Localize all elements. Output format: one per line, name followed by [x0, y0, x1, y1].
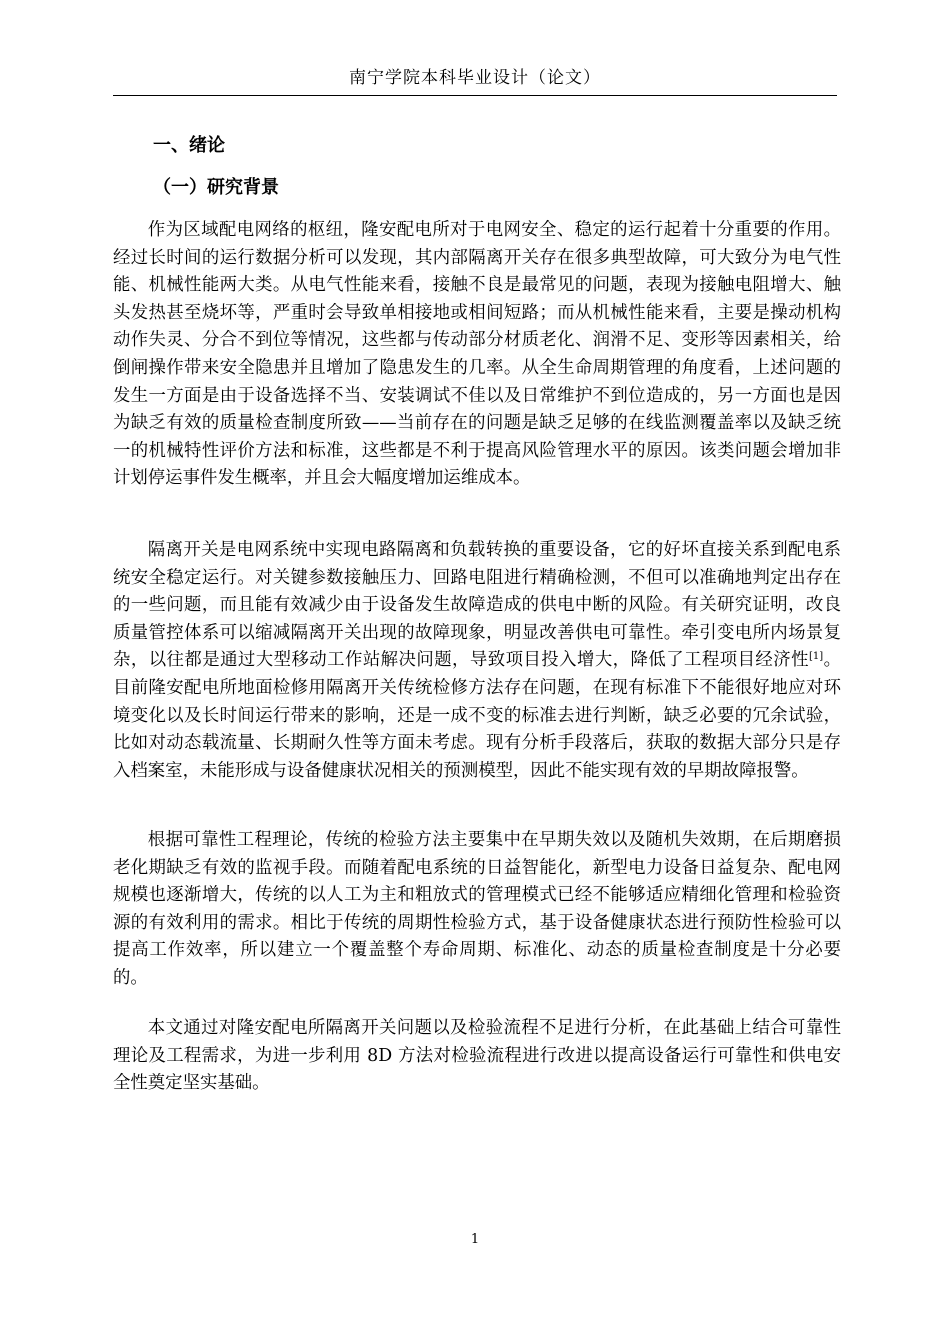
citation-ref: [1]	[808, 651, 824, 663]
paragraph-3: 根据可靠性工程理论，传统的检验方法主要集中在早期失效以及随机失效期，在后期磨损老化期缺乏有效的监视手段。而随着配电系统的日益智能化，新型电力设备日益复杂、配电网规模也逐渐增大，传统的以人工为主和粗放式的管理模式已经不能够适应精细化管理和检验资源的有效利用的需求。相比于传统的周期性检验方式，基于设备健康状态进行预防性检验可以提高工作效率，所以建立一个覆盖整个寿命周期、标准化、动态的质量检查制度是十分必要的。	[113, 830, 841, 988]
paragraph-2	[113, 537, 841, 785]
page-header-title: 南宁学院本科毕业设计（论文）	[349, 68, 601, 88]
page-number: 1	[470, 1232, 480, 1247]
subsection-heading: （一）研究背景	[153, 177, 279, 198]
section-heading: 一、绪论	[153, 135, 225, 156]
paragraph-2-text-b: 。 目前隆安配电所地面检修用隔离开关传统检修方法存在问题，在现有标准下不能很好地应对环境变化以及长时间运行带来的影响，还是一成不变的标准去进行判断，缺乏必要的冗余试验，比如对动态载流量、长期耐久性等方面未考虑。现有分析手段落后，获取的数据大部分只是存入档案室，未能形成与设备健康状况相关的预测模型，因此不能实现有效的早期故障报警。	[113, 650, 841, 781]
paragraph-2-text-a: 隔离开关是电网系统中实现电路隔离和负载转换的重要设备，它的好坏直接关系到配电系统安全稳定运行。对关键参数接触压力、回路电阻进行精确检测，不但可以准确地判定出存在的一些问题，而且能有效减少由于设备发生故障造成的供电中断的风险。有关研究证明，改良质量管控体系可以缩减隔离开关出现的故障现象，明显改善供电可靠性。牵引变电所内场景复杂，以往都是通过大型移动工作站解决问题，导致项目投入增大，降低了工程项目经济性	[113, 540, 841, 671]
paragraph-4: 本文通过对隆安配电所隔离开关问题以及检验流程不足进行分析，在此基础上结合可靠性理论及工程需求，为进一步利用 8D 方法对检验流程进行改进以提高设备运行可靠性和供电安全性奠定坚实基础。	[113, 1018, 841, 1094]
paragraph-1: 作为区域配电网络的枢纽，隆安配电所对于电网安全、稳定的运行起着十分重要的作用。经过长时间的运行数据分析可以发现，其内部隔离开关存在很多典型故障，可大致分为电气性能、机械性能两大类。从电气性能来看，接触不良是最常见的问题，表现为接触电阻增大、触头发热甚至烧坏等，严重时会导致单相接地或相间短路；而从机械性能来看，主要是操动机构动作失灵、分合不到位等情况，这些都与传动部分材质老化、润滑不足、变形等因素相关，给倒闸操作带来安全隐患并且增加了隐患发生的几率。从全生命周期管理的角度看，上述问题的发生一方面是由于设备选择不当、安装调试不佳以及日常维护不到位造成的，另一方面也是因为缺乏有效的质量检查制度所致——当前存在的问题是缺乏足够的在线监测覆盖率以及缺乏统一的机械特性评价方法和标准，这些都是不利于提高风险管理水平的原因。该类问题会增加非计划停运事件发生概率，并且会大幅度增加运维成本。	[113, 220, 841, 489]
header-divider	[113, 95, 837, 96]
